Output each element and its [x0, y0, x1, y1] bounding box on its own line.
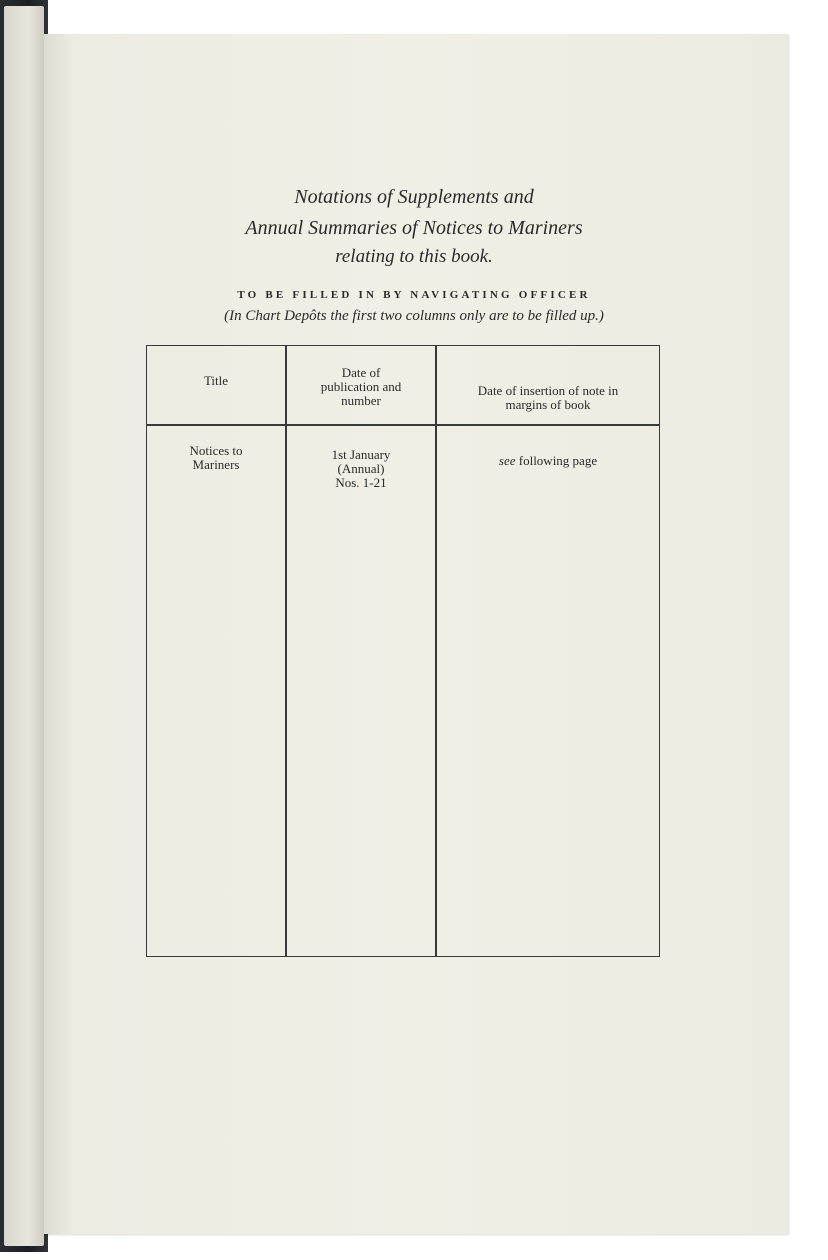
cell-insertion: [437, 454, 659, 468]
cell-insertion-rest: following page: [515, 453, 598, 468]
notation-table: [146, 345, 660, 957]
column-header-date: [287, 366, 435, 408]
header-line: Title: [203, 373, 229, 388]
title-line-1: Notations of Supplements and: [294, 186, 534, 208]
title-line-2: Annual Summaries of Notices to Mariners: [245, 217, 583, 239]
header-line: margins of book: [505, 397, 591, 412]
instruction-text: TO BE FILLED IN BY NAVIGATING OFFICER: [237, 289, 591, 301]
cell-date: [287, 448, 435, 490]
cell-line: Notices to: [189, 443, 243, 458]
cell-insertion-italic: see: [498, 453, 516, 468]
title-line-3: relating to this book.: [335, 246, 493, 267]
header-line: Date of: [341, 365, 381, 380]
cell-title: [147, 444, 285, 472]
column-divider: [285, 346, 287, 956]
cell-line: 1st January: [331, 447, 391, 462]
column-header-insertion: [437, 384, 659, 412]
column-header-title: [147, 374, 285, 388]
note-text: (In Chart Depôts the first two columns only are to be filled up.): [224, 308, 604, 324]
header-line: publication and: [320, 379, 402, 394]
header-divider: [147, 424, 659, 426]
header-line: Date of insertion of note in: [477, 383, 619, 398]
cell-line: Mariners: [192, 457, 240, 472]
column-divider: [435, 346, 437, 956]
cell-line: (Annual): [337, 461, 385, 476]
cell-line: Nos. 1-21: [335, 475, 387, 490]
header-line: number: [341, 393, 381, 408]
